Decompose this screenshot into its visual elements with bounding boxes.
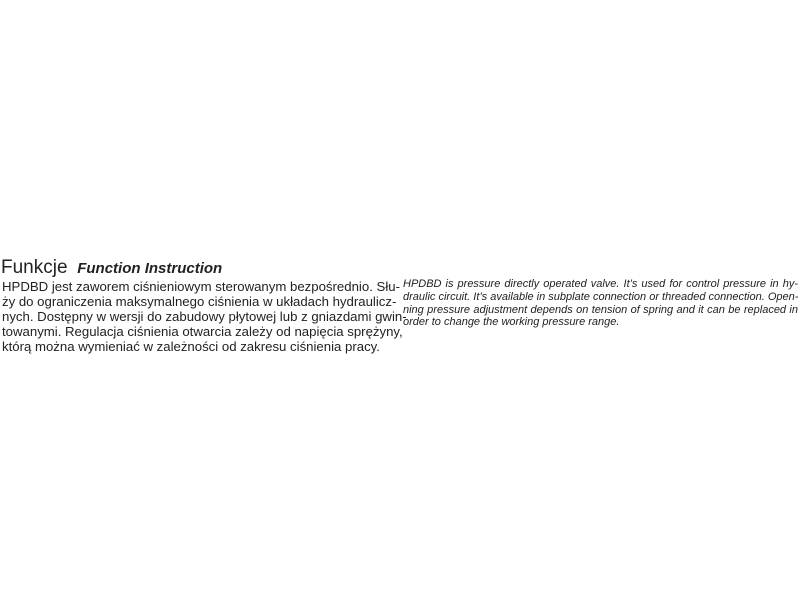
polish-line: nych. Dostępny w wersji do zabudowy płytowej lub z gniazdami gwin-: [2, 309, 407, 324]
polish-line: towanymi. Regulacja ciśnienia otwarcia zależy od napięcia sprężyny,: [2, 324, 403, 339]
english-line: HPDBD is pressure directly operated valve. It’s used for control pressure in hy-: [403, 278, 798, 290]
polish-line: którą można wymieniać w zależności od zakresu ciśnienia pracy.: [2, 339, 380, 354]
english-line: ning pressure adjustment depends on tension of spring and it can be replaced in: [403, 303, 798, 316]
heading-english: Function Instruction: [77, 260, 223, 277]
polish-description: [2, 279, 407, 354]
english-line: order to change the working pressure range.: [403, 316, 620, 329]
polish-line: HPDBD jest zaworem ciśnieniowym sterowanym bezpośrednio. Słu-: [2, 279, 400, 294]
heading-polish: Funkcje: [1, 257, 68, 278]
english-description: [403, 278, 798, 329]
english-line: draulic circuit. It’s available in subplate connection or threaded connection. Open-: [403, 290, 799, 303]
section-heading: [1, 255, 222, 280]
polish-line: ży do ograniczenia maksymalnego ciśnienia w układach hydraulicz-: [2, 294, 397, 309]
